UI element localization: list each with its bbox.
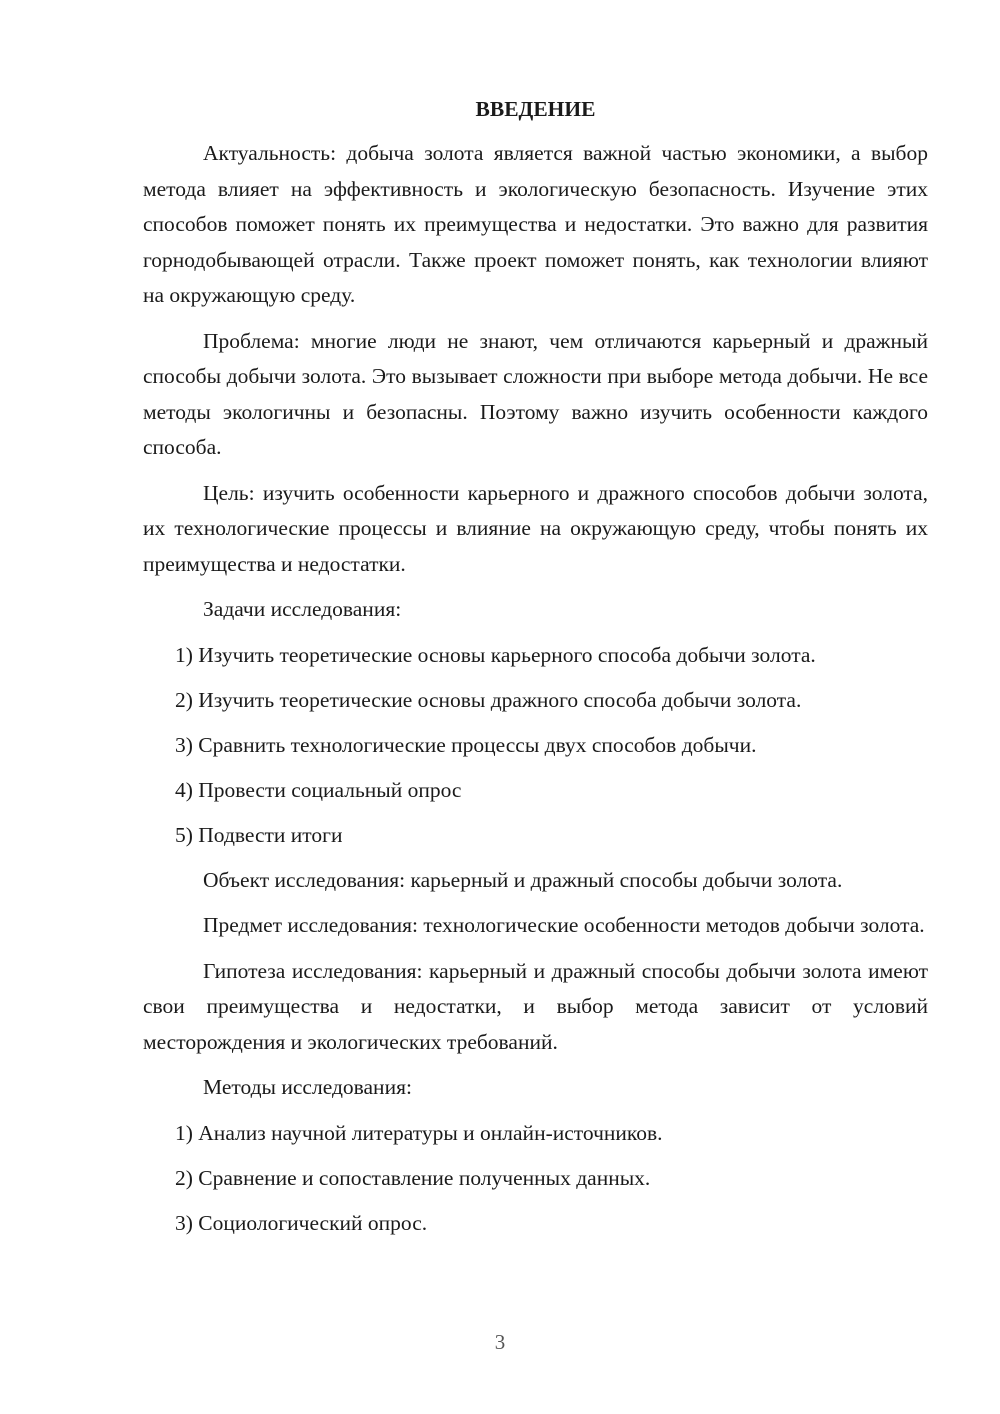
tasks-heading: Задачи исследования: xyxy=(203,597,402,621)
subject-paragraph: Предмет исследования: технологические особенности методов добычи золота. xyxy=(203,913,925,937)
problem-paragraph: Проблема: многие люди не знают, чем отличаются карьерный и дражный способы добычи золота. Это вызывает сложности при выборе метода добычи. Не все методы экологичны и безопасны. Поэтому важно изучить особенности каждого способа. xyxy=(143,328,928,459)
page-number: 3 xyxy=(494,1330,506,1354)
object-paragraph: Объект исследования: карьерный и дражный способы добычи золота. xyxy=(203,867,843,892)
methods-heading: Методы исследования: xyxy=(203,1075,412,1099)
list-item: 2) Изучить теоретические основы дражного способа добычи золота. xyxy=(175,687,802,712)
list-item: 2) Сравнение и сопоставление полученных данных. xyxy=(175,1165,651,1190)
list-item: 1) Изучить теоретические основы карьерного способа добычи золота. xyxy=(175,642,816,667)
list-item: 5) Подвести итоги xyxy=(175,822,343,847)
goal-paragraph: Цель: изучить особенности карьерного и дражного способов добычи золота, их технологические процессы и влияние на окружающую среду, чтобы понять их преимущества и недостатки. xyxy=(143,480,928,576)
tasks-list xyxy=(143,638,928,854)
relevance-paragraph: Актуальность: добыча золота является важной частью экономики, а выбор метода влияет на эффективность и экологическую безопасность. Изучение этих способов поможет понять их преимущества и недостатки. Это важно для развития горнодобывающей отрасли. Также проект поможет понять, как технологии влияют на окружающую среду. xyxy=(143,141,928,307)
list-item: 1) Анализ научной литературы и онлайн-источников. xyxy=(175,1120,663,1145)
hypothesis-paragraph: Гипотеза исследования: карьерный и дражный способы добычи золота имеют свои преимущества и недостатки, и выбор метода зависит от условий месторождения и экологических требований. xyxy=(143,958,928,1054)
list-item: 3) Сравнить технологические процессы двух способов добычи. xyxy=(175,732,757,757)
document-page xyxy=(143,92,928,1251)
methods-list xyxy=(143,1116,928,1242)
list-item: 3) Социологический опрос. xyxy=(175,1210,428,1235)
list-item: 4) Провести социальный опрос xyxy=(175,777,462,802)
page-title: ВВЕДЕНИЕ xyxy=(475,97,596,121)
